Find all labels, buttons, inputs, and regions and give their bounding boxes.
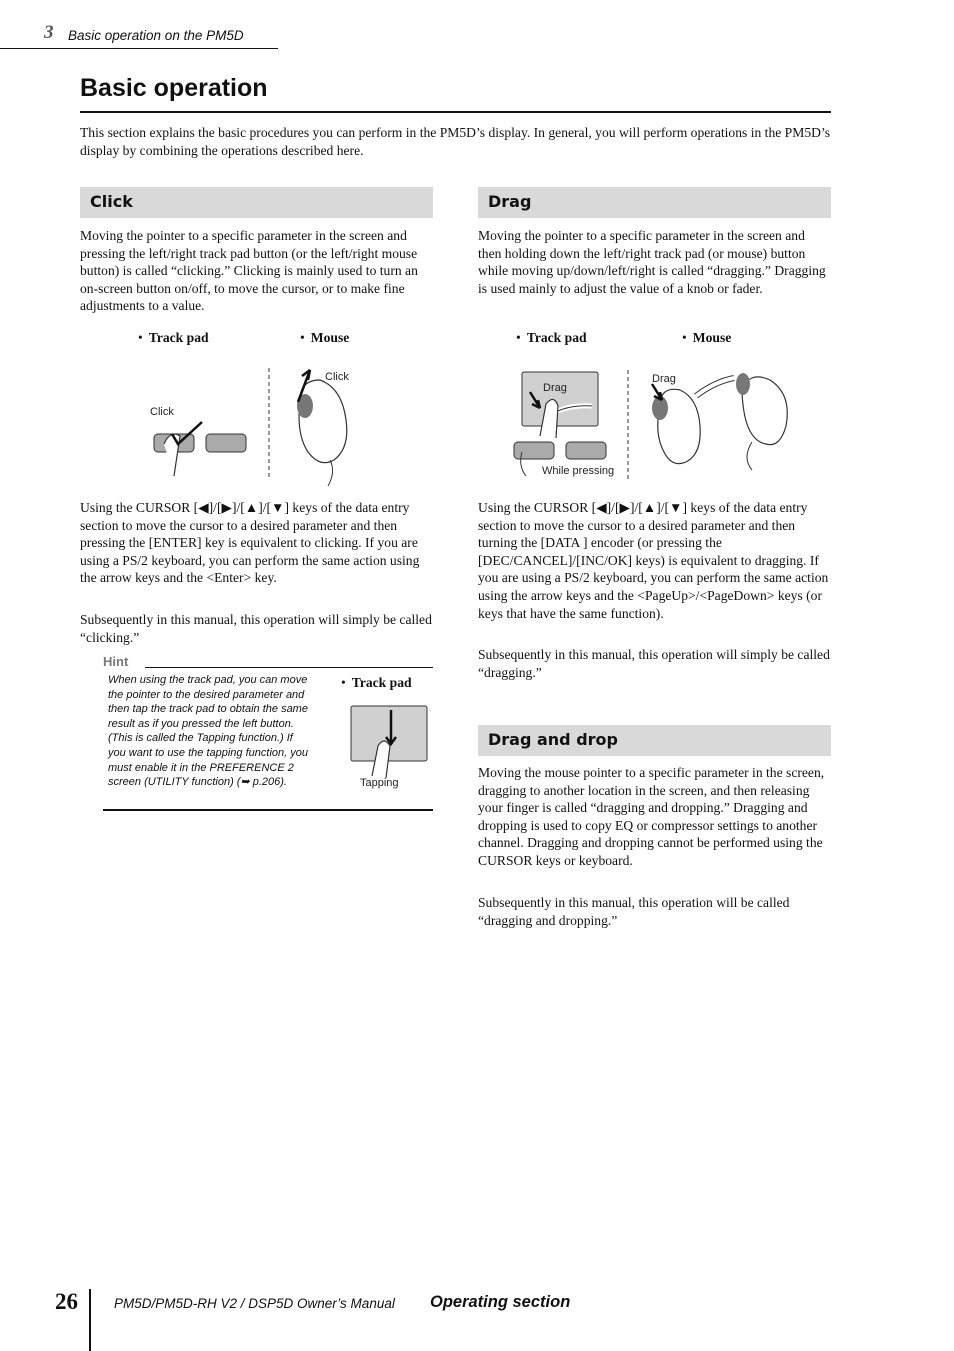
click-label-mouse: Click [325, 371, 349, 383]
click-paragraph: Moving the pointer to a specific parameter in the screen and pressing the left/right track pad button (or the left/right mouse button) is called “clicking.” Clicking is mainly used to turn an on-screen button on/off, to move the cursor, or to make fine adjustments to a value. [80, 228, 418, 314]
header-rule [0, 48, 278, 49]
footer-vertical-rule [89, 1289, 91, 1351]
finger-shape [164, 434, 180, 476]
bullet-label: Track pad [351, 675, 412, 690]
hint-bottom-rule [103, 809, 433, 811]
footer-section: Operating section [430, 1293, 571, 1311]
intro-paragraph: This section explains the basic procedures you can perform in the PM5D’s display. In general, you will perform operations in the PM5D’s display by combining the operations described here. [80, 125, 831, 158]
click-illustration [140, 360, 380, 490]
drag-label-pad: Drag [543, 382, 567, 394]
title-rule [80, 111, 831, 113]
page-number: 26 [55, 1289, 78, 1314]
drag-bullet-trackpad: • Track pad [516, 330, 587, 345]
drag-label-pressing: While pressing [542, 465, 615, 477]
section-heading-click [80, 187, 433, 218]
tapping-illustration [348, 704, 438, 784]
drag-paragraph-2: Using the CURSOR [◀]/[▶]/[▲]/[▼] keys of the data entry section to move the cursor to a desired parameter and then turning the [DATA ] encoder (or pressing the [DEC/CANCEL]/[INC/OK] keys) is equivalent to dragging. If you are using a PS/2 keyboard, you can perform the same action using the arrow keys and the <PageUp>/<PageDown> keys (or keys that have the same function). [478, 500, 829, 621]
section-title: Drag [488, 192, 532, 211]
section-heading-drag-and-drop [478, 725, 831, 756]
chapter-number: 3 [44, 22, 54, 43]
hint-top-rule [145, 667, 433, 668]
page-title: Basic operation [80, 74, 268, 102]
hint-label: Hint [103, 654, 129, 669]
hint-bullet-trackpad: • Track pad [341, 675, 412, 690]
drag-and-drop-paragraph-2: Subsequently in this manual, this operation will be called “dragging and dropping.” [478, 895, 790, 928]
chapter-title: Basic operation on the PM5D [68, 28, 244, 43]
trackpad-left-button [514, 442, 554, 459]
click-bullet-mouse: • Mouse [300, 330, 350, 345]
drag-and-drop-paragraph: Moving the mouse pointer to a specific parameter in the screen, dragging to another location in the screen, and then releasing your finger is called “dragging and dropping.” Dragging and dropping is used to copy EQ or compressor settings to another channel. Dragging and dropping cannot be performed using the CURSOR keys or keyboard. [478, 765, 825, 868]
manual-title: PM5D/PM5D-RH V2 / DSP5D Owner’s Manual [114, 1296, 395, 1311]
section-title: Click [90, 192, 133, 211]
bullet-label: Mouse [692, 330, 732, 345]
mouse-hand [299, 380, 347, 463]
bullet-label: Track pad [148, 330, 209, 345]
click-paragraph-3: Subsequently in this manual, this operation will simply be called “clicking.” [80, 612, 432, 645]
hint-text: When using the track pad, you can move the pointer to the desired parameter and then tap the track pad to obtain the same result as if you pressed the left button. (This is called the Tapping function.) If you want to use the tapping function, you must enable it in the PREFERENCE 2 screen (UTILITY function) (➥ p.206). [108, 674, 308, 789]
running-header [0, 22, 280, 52]
section-heading-drag [478, 187, 831, 218]
click-label-trackpad: Click [150, 406, 174, 418]
drag-label-mouse: Drag [652, 373, 676, 385]
hint-tapping-label: Tapping [360, 777, 399, 789]
drag-paragraph: Moving the pointer to a specific parameter in the screen and then holding down the left/right track pad (or mouse) button while moving up/down/left/right is called “dragging.” Dragging is used mainly to adjust the value of a knob or fader. [478, 228, 826, 296]
click-bullet-trackpad: • Track pad [138, 330, 209, 345]
page-footer [0, 1285, 954, 1351]
drag-paragraph-3: Subsequently in this manual, this operation will simply be called “dragging.” [478, 647, 830, 680]
bullet-label: Track pad [526, 330, 587, 345]
bullet-label: Mouse [310, 330, 350, 345]
hint-box [103, 654, 433, 811]
click-paragraph-2: Using the CURSOR [◀]/[▶]/[▲]/[▼] keys of the data entry section to move the cursor to a desired parameter and then pressing the [ENTER] key is equivalent to clicking. If you are using a PS/2 keyboard, you can perform the same action using the arrow keys and the <Enter> key. [80, 500, 420, 586]
trackpad-right-button [566, 442, 606, 459]
section-title: Drag and drop [488, 730, 618, 749]
trackpad-right-button [206, 434, 246, 452]
drag-bullet-mouse: • Mouse [682, 330, 732, 345]
click-figure [140, 360, 380, 490]
drag-figure [510, 362, 810, 490]
